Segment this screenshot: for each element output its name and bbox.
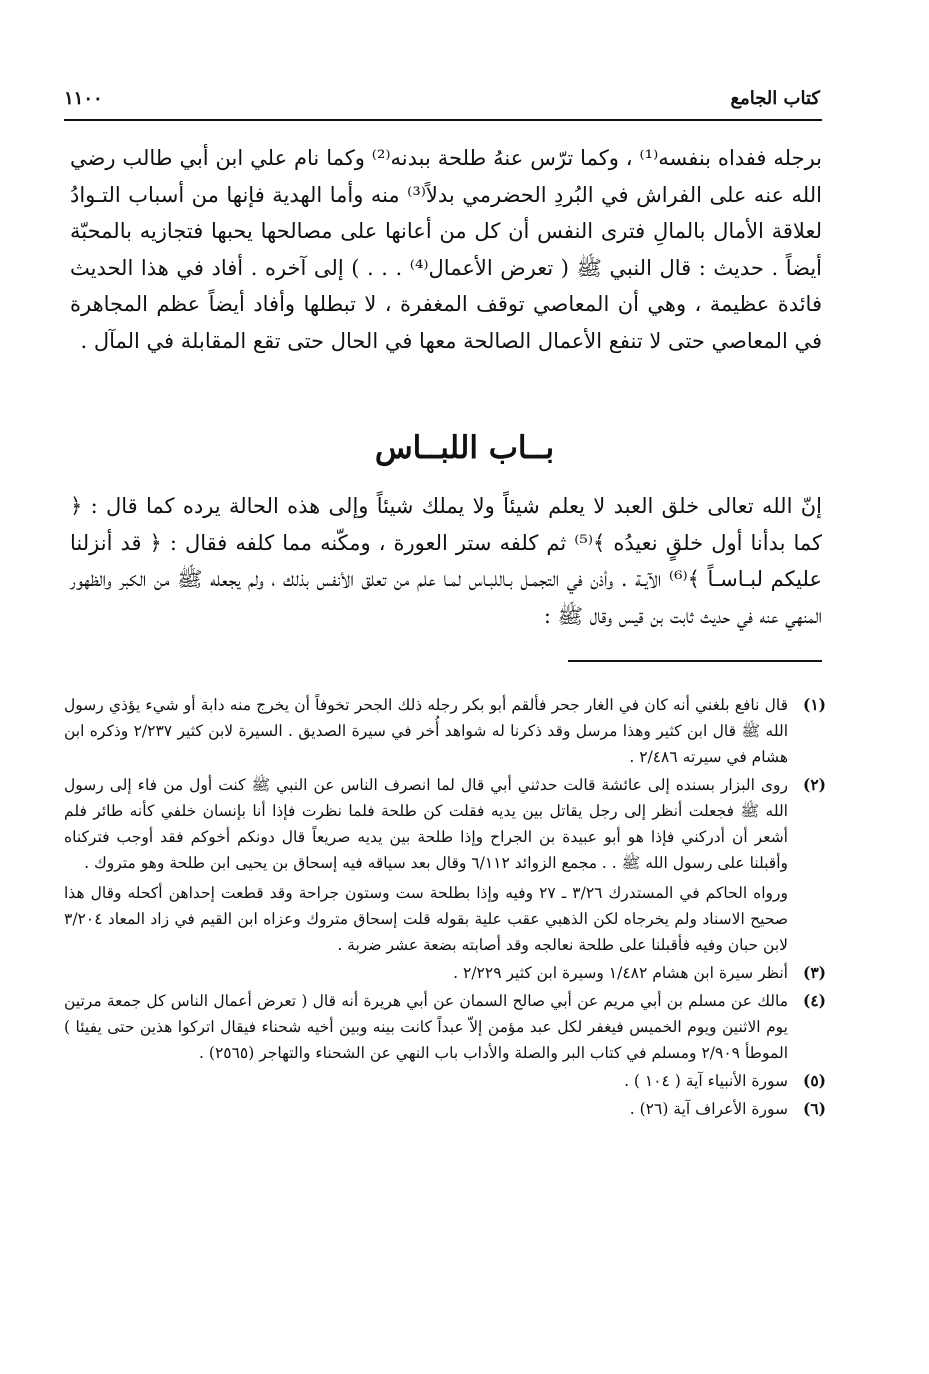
footnote-number: (٥) (802, 1071, 826, 1090)
footnote-2 (64, 772, 826, 958)
footnote-5 (64, 1068, 826, 1094)
footnote-text: مالك عن مسلم بن أبي مريم عن أبي صالح السمان عن أبي هريرة أنه قال ( تعرض أعمال الناس كل جمعة مرتين يوم الاثنين ويوم الخميس فيغفر لكل عبد مؤمن إلاّ عبداً كانت بينه وبين أخيه شحناء فيقال اتركوا هذين حتى يفيئا ) الموطأ ٢/٩٠٩ ومسلم في كتاب البر والصلة والأداب باب النهي عن الشحناء والتهاجر (٢٥٦٥) . (64, 992, 788, 1062)
footnote-3 (64, 960, 826, 986)
section-heading: بــاب اللبــاس (374, 430, 555, 466)
footnote-continuation: ورواه الحاكم في المستدرك ٣/٢٦ ـ ٢٧ وفيه وإذا بطلحة ست وستون جراحة وقد قطعت إحداهن أكحله وقال هذا صحيح الاسناد ولم يخرجاه لكن الذهبي عقب علية بقوله قلت إسحاق متروك وعزاه ابن القيم في زاد المعاد ٣/٢٠٤ لابن حبان وفيه فأقبلنا على طلحة نعالجه وقد أصابته بضعة عشر ضربة . (64, 884, 788, 954)
paragraph-1: برجله ففداه بنفسه⁽¹⁾ ، وكما ترّس عنهُ طلحة ببدنه⁽²⁾ وكما نام علي ابن أبي طالب رضي الله عنه على الفراش في البُردِ الحضرمي بدلاً⁽³⁾ منه وأما الهدية فإنها من أسباب التـوادُ لعلاقة الأمال بالمالِ فترى النفس أن كل من أعانها على مصالحها يحبها فتجازيه بالمحبّة أيضاً . حديث : قال النبي ﷺ ( تعرض الأعمال⁽⁴⁾ . . . ) إلى آخره . أفاد في هذا الحديث فائدة عظيمة ، وهي أن المعاصي توقف المغفرة ، لا تبطلها وأفاد أيضاً عظم المجاهرة في المعاصي حتى لا تنفع الأعمال الصالحة معها في الحال حتى تقع المقابلة في المآل . (70, 146, 823, 353)
footnote-4 (64, 988, 826, 1066)
footnote-1 (64, 692, 826, 770)
footnote-number: (٢) (802, 775, 826, 794)
footnote-text: قال نافع بلغني أنه كان في الغار جحر فألقم أبو بكر رجله ذلك الجحر تخوفاً أن يخرج منه دابة أو شيء يؤذي رسول الله ﷺ قال ابن كثير وهذا مرسل وقد ذكرنا له شواهد أُخر في سيرة الصديق . السيرة لابن كثير ٢/٢٣٧ وذكره ابن هشام في سيرته ٢/٤٨٦ . (64, 696, 788, 766)
footnote-separator (568, 660, 822, 662)
footnote-text: سورة الأعراف آية (٢٦) . (629, 1100, 788, 1118)
footnote-number: (١) (802, 695, 826, 714)
main-text (70, 140, 822, 359)
footnotes (64, 692, 826, 1124)
running-header (64, 88, 822, 114)
book-title: كتاب الجامع (730, 88, 820, 109)
section-text (70, 488, 822, 634)
footnote-number: (٣) (802, 963, 826, 982)
section-paragraph: إنّ الله تعالى خلق العبد لا يعلم شيئاً ولا يملك شيئاً وإلى هذه الحالة يرده كما قال : ﴿ كما بدأنا أول خلقٍ نعيدُه ﴾⁽⁵⁾ ثم كلفه ستر العورة ، ومكّنه مما كلفه فقال : ﴿ قد أنزلنا عليكم لبـاسـاً ﴾⁽⁶⁾ الآيـة . وأذن في التجمـل بـاللبـاس لمـا علم من تعلق الأنفس بذلك ، ولم يجعله ﷺ من الكبر والظهور المنهي عنه في حديث ثابت بن قيس وقال ﷺ : (70, 494, 822, 628)
footnote-text: أنظر سيرة ابن هشام ١/٤٨٢ وسيرة ابن كثير ٢/٢٢٩ . (453, 964, 788, 982)
footnote-number: (٤) (802, 991, 826, 1010)
footnote-6 (64, 1096, 826, 1122)
footnote-text: سورة الأنبياء آية ( ١٠٤ ) . (624, 1072, 788, 1090)
page-number: ١١٠٠ (64, 88, 103, 109)
footnote-number: (٦) (802, 1099, 826, 1118)
footnote-text: روى البزار بسنده إلى عائشة قالت حدثني أبي قال لما انصرف الناس عن النبي ﷺ كنت أول من فاء إلى رسول الله ﷺ فجعلت أنظر إلى رجل يقاتل بين يديه فقلت كن طلحة فلما نظرت فإذا أنا بإنسان خلفي كأنه طائر فلم أشعر أن أدركني فإذا هو أبو عبيدة بن الجراح وإذا طلحة بين يديه صريعاً قال دونكم أخوكم فقد أوجب فتركناه وأقبلنا على رسول الله ﷺ . . مجمع الزوائد ٦/١١٢ وقال بعد سياقه فيه إسحاق بن يحيى ابن طلحة وهو متروك . (64, 776, 788, 872)
header-rule (64, 119, 822, 121)
